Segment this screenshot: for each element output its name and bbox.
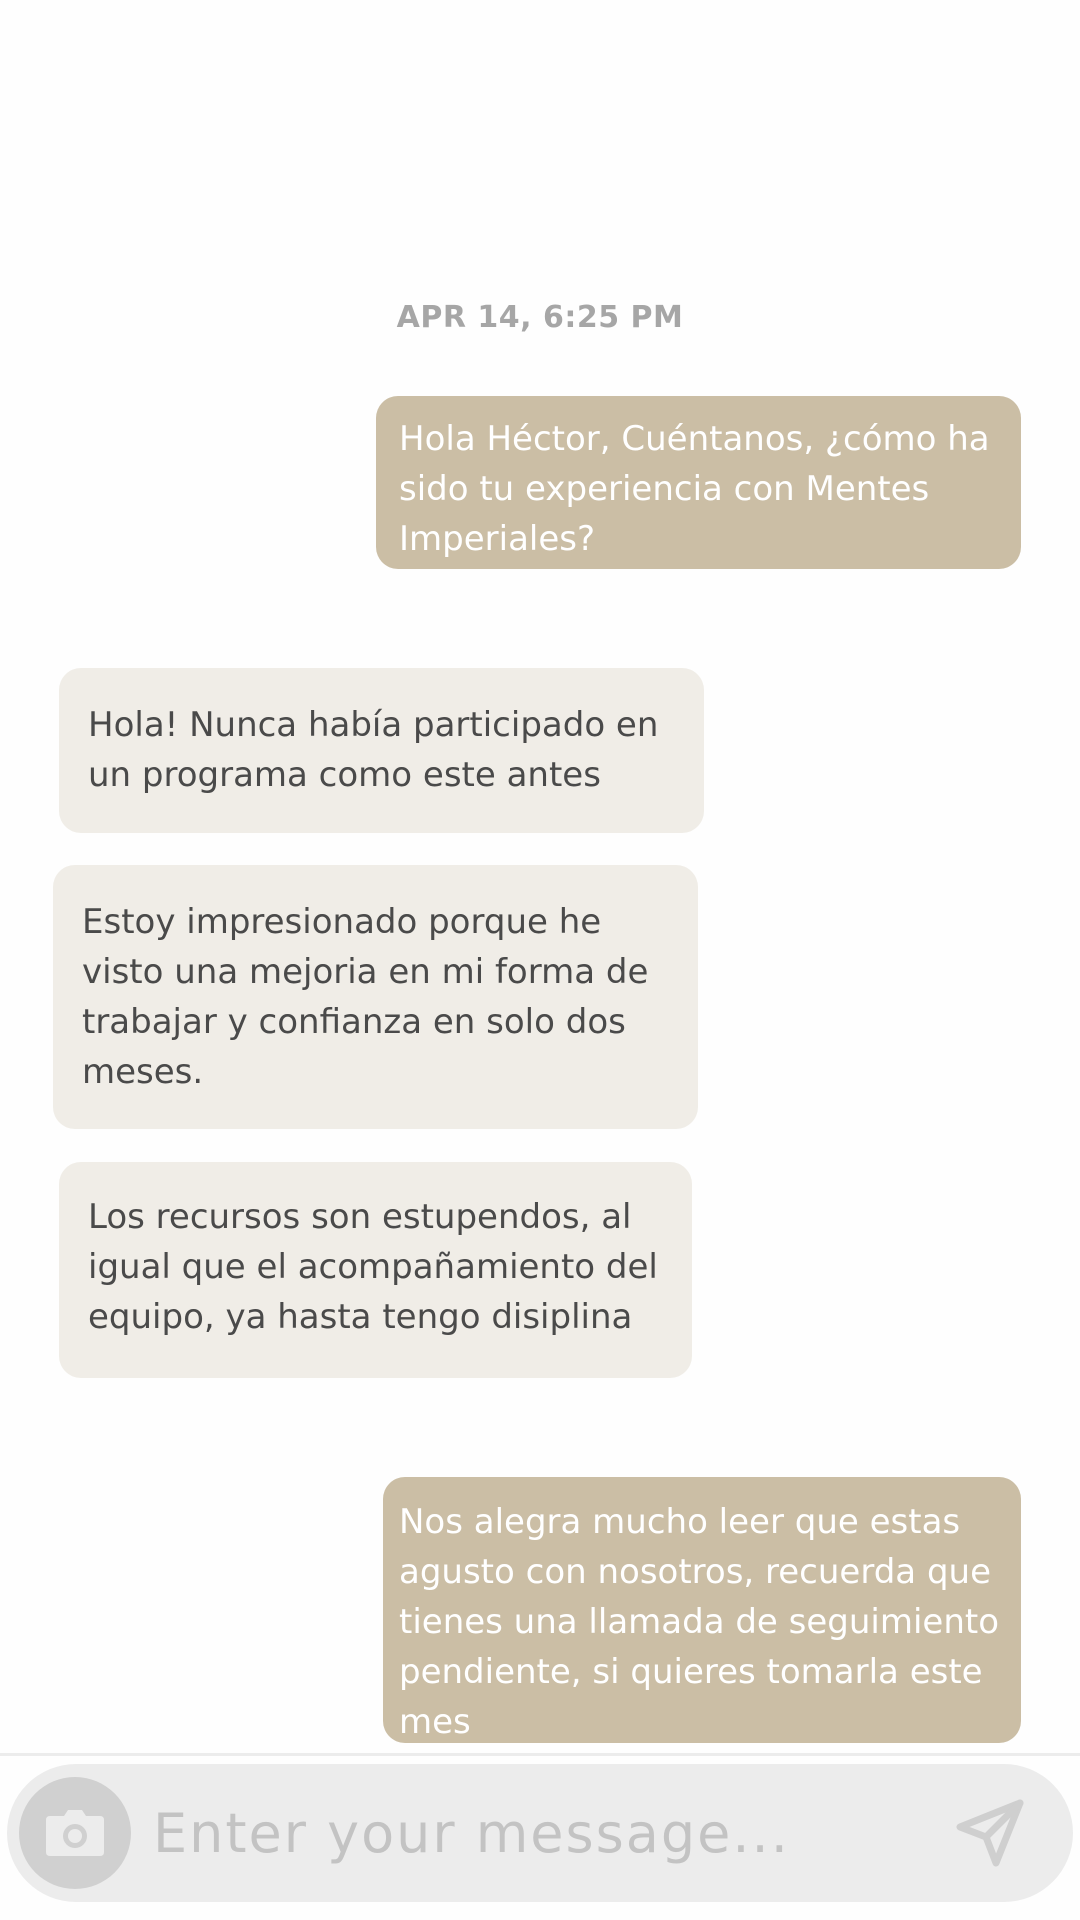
incoming-message-bubble[interactable]: Estoy impresionado porque he visto una mejoria en mi forma de trabajar y confianza en solo dos meses. [53, 865, 698, 1129]
message-timestamp: APR 14, 6:25 PM [396, 300, 684, 335]
message-composer [7, 1764, 1073, 1902]
send-button[interactable] [947, 1790, 1033, 1876]
incoming-message-bubble[interactable]: Los recursos son estupendos, al igual que el acompañamiento del equipo, ya hasta tengo disiplina [59, 1162, 692, 1378]
camera-icon [44, 1808, 106, 1858]
outgoing-message-bubble[interactable]: Nos alegra mucho leer que estas agusto con nosotros, recuerda que tienes una llamada de seguimiento pendiente, si quieres tomarla este mes [383, 1477, 1021, 1743]
incoming-message-bubble[interactable]: Hola! Nunca había participado en un programa como este antes [59, 668, 704, 833]
message-input[interactable] [153, 1764, 913, 1902]
outgoing-message-bubble[interactable]: Hola Héctor, Cuéntanos, ¿cómo ha sido tu experiencia con Mentes Imperiales? [376, 396, 1021, 569]
composer-divider [0, 1753, 1080, 1756]
send-icon [954, 1797, 1026, 1869]
camera-button[interactable] [19, 1777, 131, 1889]
